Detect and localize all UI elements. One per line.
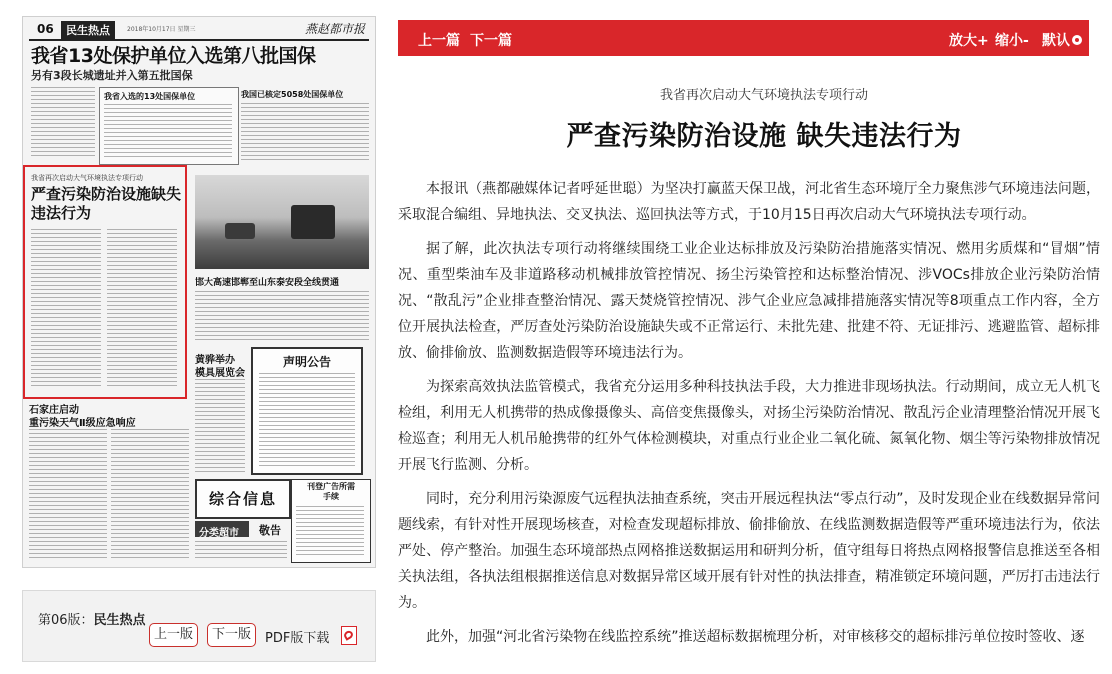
warning-title[interactable]: 敬告 bbox=[259, 524, 281, 537]
article-paragraph: 同时，充分利用污染源废气远程执法抽查系统，突击开展远程执法“零点行动”，及时发现企业在线数据异常问题线索，有针对性开展现场核查，对检查发现超标排放、偷排偷放、在线监测数据造假等严重环境违法行为，依法严处、停产整治。加强生态环境部热点网格推送数据运用和研判分析，值守组每日将热点网格报警信息推送至各相关执法组，各执法组根据推送信息对数据异常区域开展有针对性的执法排查，精准锁定环境问题，严厉打击违法行为。 bbox=[398, 491, 1100, 611]
notice-box[interactable] bbox=[251, 347, 363, 475]
pdf-icon[interactable] bbox=[341, 626, 357, 645]
article-body bbox=[398, 176, 1100, 658]
heritage-list-box[interactable] bbox=[99, 87, 239, 165]
highlighted-article-title: 严查污染防治设施缺失违法行为 bbox=[31, 185, 182, 222]
side-article-text bbox=[195, 379, 245, 475]
highlighted-article-area[interactable] bbox=[23, 165, 187, 399]
highlighted-article-text-col2 bbox=[107, 229, 177, 389]
zoom-in-button[interactable]: 放大+ bbox=[949, 33, 989, 49]
page-subheadline: 另有3段长城遗址并入第五批国保 bbox=[31, 69, 193, 82]
classified-ad-title: 综合信息 bbox=[208, 490, 277, 508]
related-article-text bbox=[241, 103, 369, 163]
newspaper-page-thumbnail[interactable] bbox=[22, 16, 376, 568]
lower-article-text bbox=[29, 429, 107, 561]
pdf-download-link[interactable]: PDF版下载 bbox=[265, 631, 330, 646]
page-headline[interactable]: 我省13处保护单位入选第八批国保 bbox=[31, 45, 316, 67]
notice-text bbox=[259, 373, 355, 467]
classified-market-title: 分类超市 bbox=[199, 528, 239, 539]
article-toolbar bbox=[398, 20, 1089, 56]
article-kicker: 我省再次启动大气环境执法专项行动 bbox=[659, 88, 868, 103]
article-title: 严查污染防治设施 缺失违法行为 bbox=[566, 121, 962, 152]
lower-article-text-col2 bbox=[111, 429, 189, 561]
reset-circle-icon[interactable] bbox=[1072, 35, 1082, 45]
classified-market-banner[interactable] bbox=[195, 521, 249, 537]
highlighted-article-kicker: 我省再次启动大气环境执法专项行动 bbox=[31, 174, 143, 182]
ad-procedure-text bbox=[296, 506, 364, 558]
article-paragraph: 据了解，此次执法专项行动将继续围绕工业企业达标排放及污染防治措施落实情况、燃用劣质煤和“冒烟”情况、重型柴油车及非道路移动机械排放管控情况、扬尘污染管控和达标整治情况、涉VOCs排放企业污染防治情况、“散乱污”企业排查整治情况、露天焚烧管控情况、涉气企业应急减排措施落实情况等8项重点工作内容，全方位开展执法检查，严厉查处污染防治设施缺失或不正常运行、未批先建、批建不符、无证排污、逃避监管、超标排放、偷排偷放、监测数据造假等环境违法行为。 bbox=[398, 241, 1100, 361]
edition-label-prefix: 第06版： bbox=[38, 613, 94, 628]
prev-edition-button[interactable]: 上一版 bbox=[149, 623, 198, 647]
road-roller-shape bbox=[291, 205, 335, 239]
photo-caption[interactable]: 邯大高速邯郸至山东泰安段全线贯通 bbox=[195, 278, 340, 288]
photo-article-text bbox=[195, 291, 369, 341]
article-paragraph: 为探索高效执法监管模式，我省充分运用多种科技执法手段，大力推进非现场执法。行动期间，成立无人机飞检组，利用无人机携带的热成像摄像头、高倍变焦摄像头，对扬尘污染防治情况、散乱污企业清理整治情况开展飞检巡查；利用无人机吊舱携带的红外气体检测模块，对重点行业企业二氧化硫、氮氧化物、烟尘等污染物排放情况开展飞行监测、分析。 bbox=[398, 379, 1100, 473]
edition-navigation bbox=[22, 590, 376, 662]
ad-procedure-box[interactable] bbox=[291, 479, 371, 563]
road-roller-photo[interactable] bbox=[195, 175, 369, 269]
ad-text bbox=[195, 541, 287, 561]
reset-zoom-button[interactable]: 默认 bbox=[1042, 33, 1070, 49]
next-edition-button[interactable]: 下一版 bbox=[207, 623, 256, 647]
lower-article-title-1[interactable]: 石家庄启动 bbox=[29, 405, 79, 416]
article-paragraph: 此外，加强“河北省污染物在线监控系统”推送超标数据梳理分析，对审核移交的超标排污单位按时签收、逐 bbox=[426, 629, 1085, 645]
edition-label bbox=[38, 609, 146, 628]
next-article-link[interactable]: 下一篇 bbox=[470, 33, 512, 49]
heritage-list-title: 我省入选的13处国保单位 bbox=[104, 92, 196, 101]
page-number: 06 bbox=[37, 22, 54, 36]
highlighted-article-text bbox=[31, 229, 101, 389]
page-section-label: 民生热点 bbox=[61, 21, 115, 39]
side-article-title-2: 模具展览会 bbox=[195, 368, 245, 379]
notice-title: 声明公告 bbox=[282, 355, 331, 369]
side-article-title-1[interactable]: 黄骅举办 bbox=[195, 355, 235, 366]
zoom-out-button[interactable]: 缩小- bbox=[995, 33, 1029, 49]
classified-ad-box[interactable] bbox=[195, 479, 291, 519]
prev-article-link[interactable]: 上一篇 bbox=[418, 33, 460, 49]
heritage-list-text bbox=[104, 104, 232, 160]
text-column bbox=[31, 87, 95, 157]
ad-procedure-title: 刊登广告所需手续 bbox=[307, 482, 355, 501]
article-paragraph: 本报讯（燕都融媒体记者呼延世聪）为坚决打赢蓝天保卫战，河北省生态环境厅全力聚焦涉气环境违法问题，采取混合编组、异地执法、交叉执法、巡回执法等方式，于10月15日再次启动大气环境执法专项行动。 bbox=[398, 181, 1100, 223]
page-date: 2018年10月17日 星期三 bbox=[127, 26, 196, 33]
road-roller-shape-small bbox=[225, 223, 255, 239]
lower-article-title-2: 重污染天气Ⅱ级应急响应 bbox=[29, 418, 136, 429]
edition-label-section: 民生热点 bbox=[93, 613, 146, 628]
related-article-title[interactable]: 我国已核定5058处国保单位 bbox=[241, 90, 344, 99]
newspaper-logo: 燕赵都市报 bbox=[304, 22, 365, 36]
page-header bbox=[23, 17, 375, 39]
